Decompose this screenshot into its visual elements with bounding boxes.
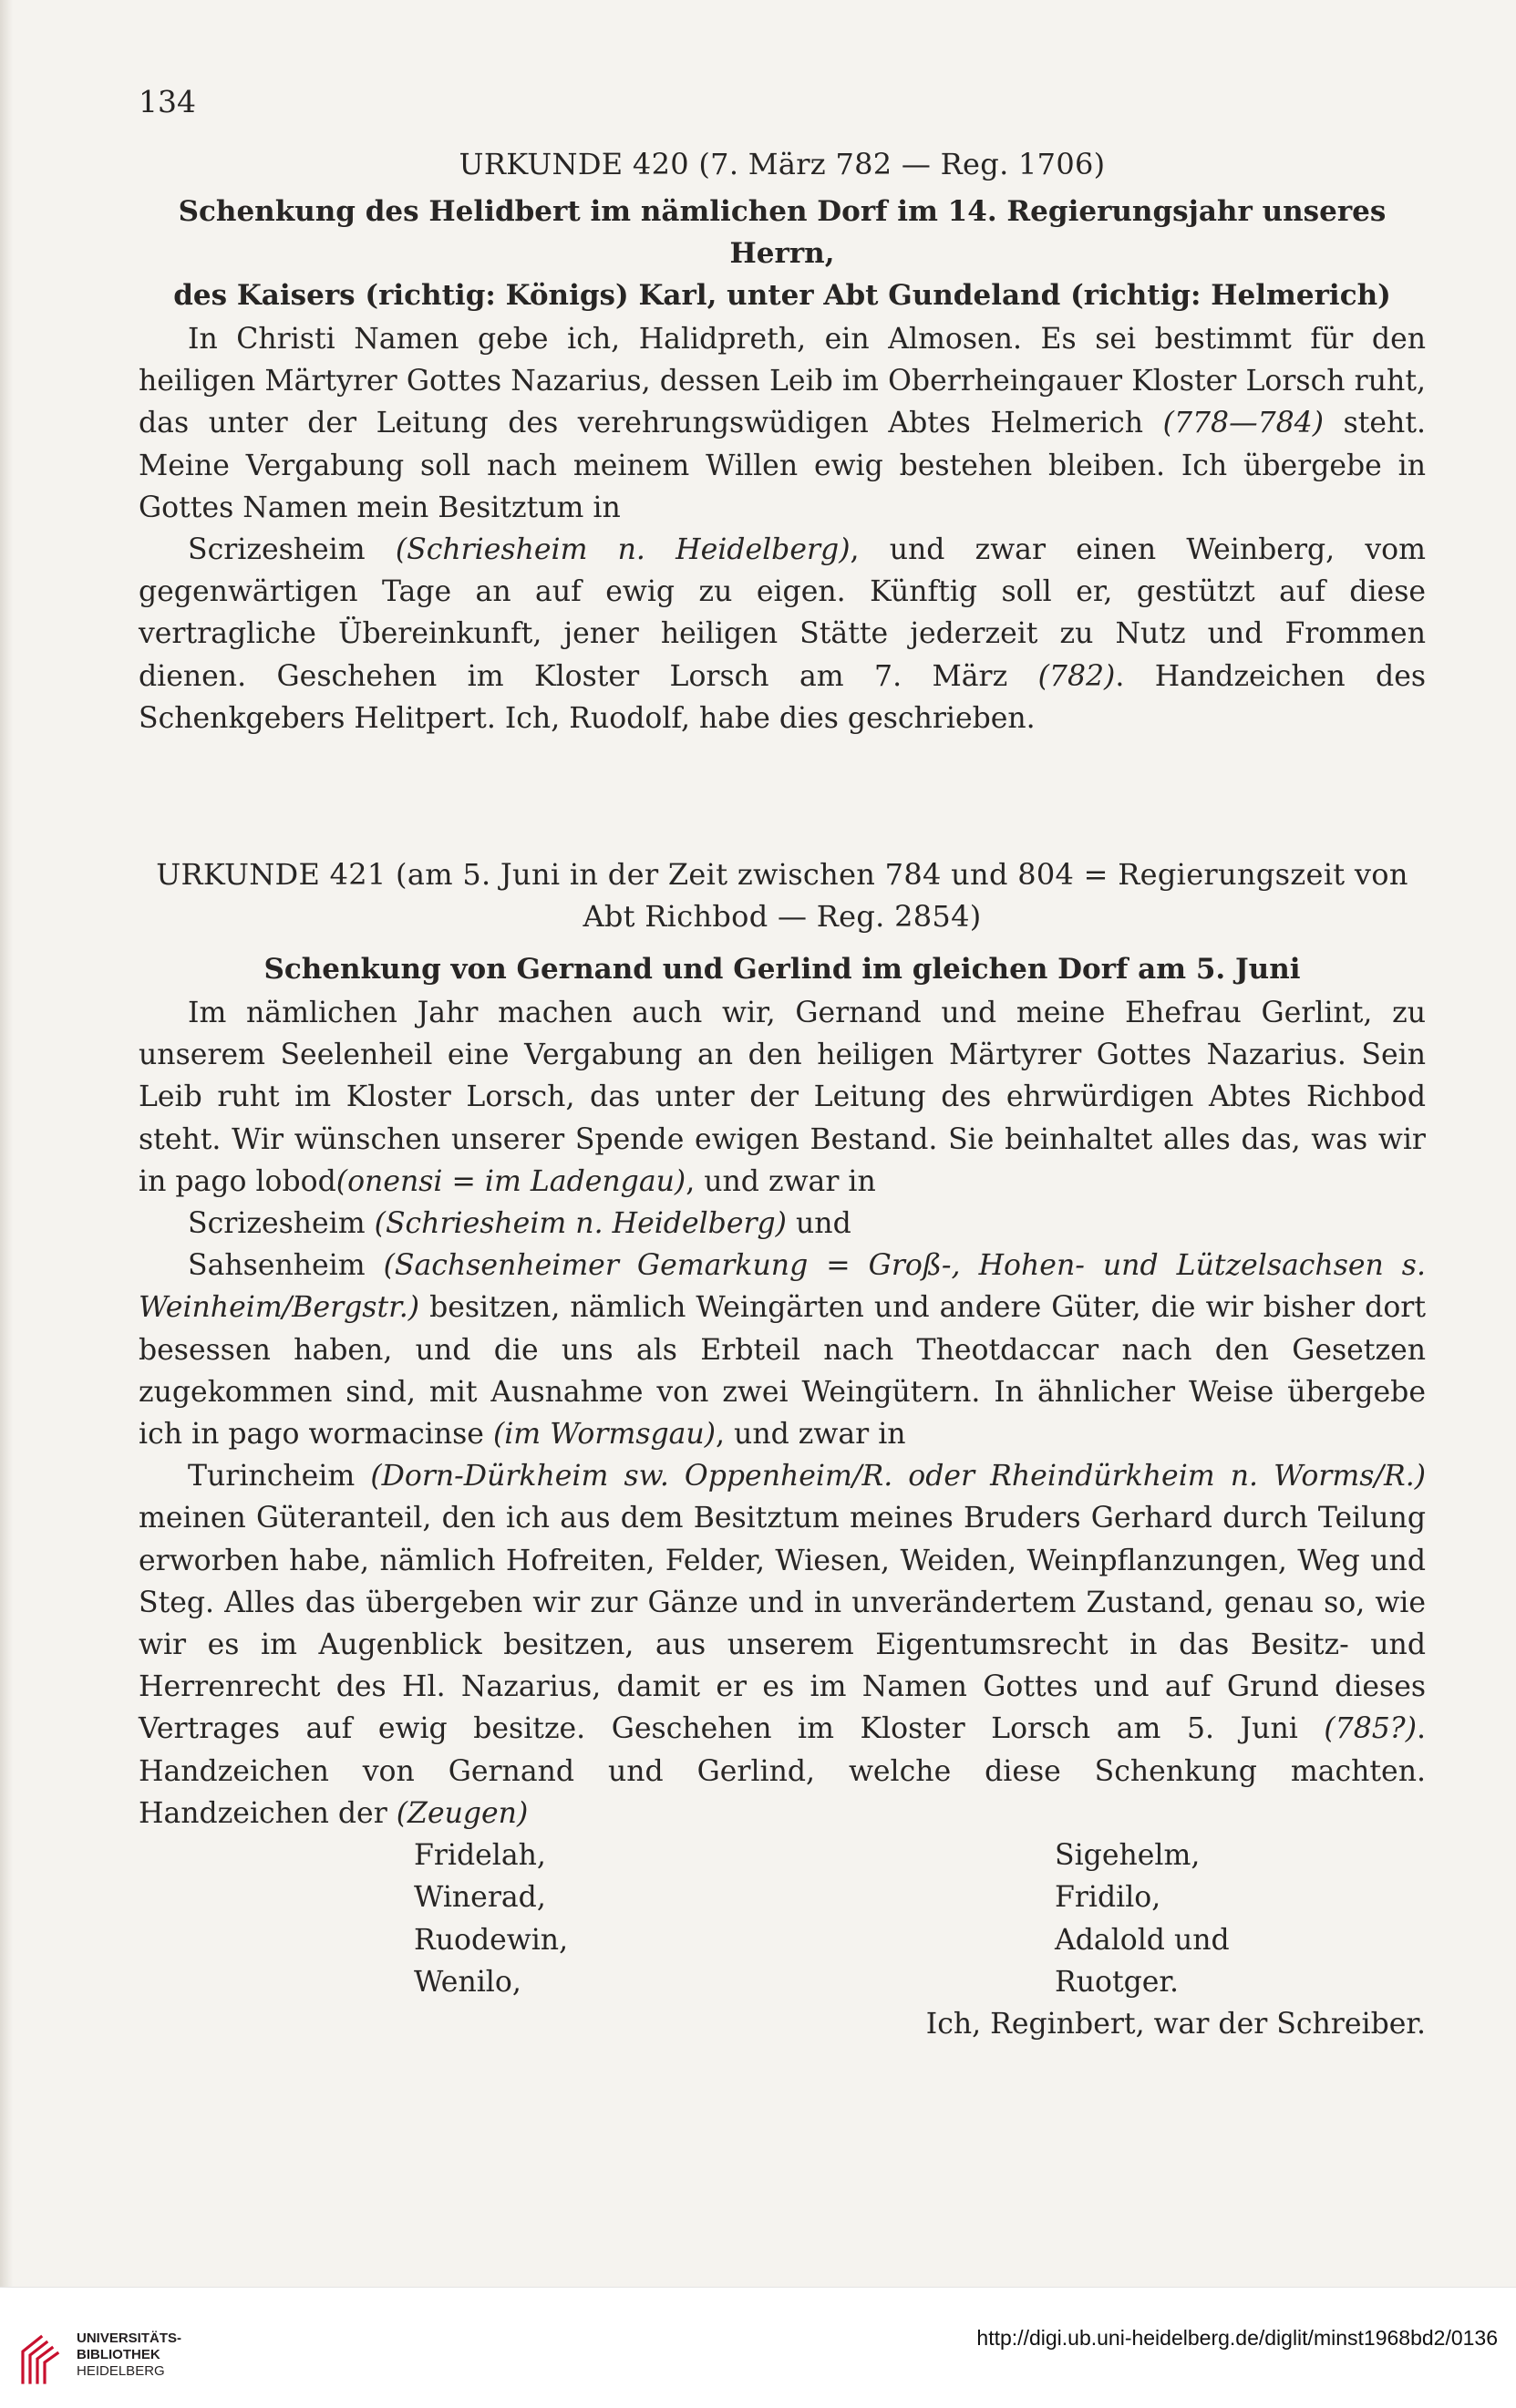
text-run: und xyxy=(786,1207,851,1241)
title-line: Schenkung des Helidbert im nämlichen Dorf im 14. Regierungsjahr unseres Herrn, xyxy=(178,195,1387,270)
permalink-url[interactable]: http://digi.ub.uni-heidelberg.de/diglit/minst1968bd2/0136 xyxy=(976,2326,1498,2350)
library-name-line: HEIDELBERG xyxy=(77,2363,165,2379)
scribe-line: Ich, Reginbert, war der Schreiber. xyxy=(925,2007,1426,2041)
witness-name: Ruodewin, xyxy=(414,1923,569,1957)
urkunde-420-heading: URKUNDE 420 (7. März 782 — Reg. 1706) xyxy=(459,147,1106,181)
italic-run: (onensi = im Ladengau) xyxy=(335,1164,686,1198)
italic-run: (Schriesheim n. Heidelberg) xyxy=(374,1207,787,1241)
urkunde-421-paragraph xyxy=(139,1203,1426,1245)
title-line: des Kaisers (richtig: Königs) Karl, unter Abt Gundeland (richtig: Helmerich) xyxy=(173,279,1391,312)
text-run: steht. Meine Vergabung soll nach meinem Willen ewig bestehen bleiben. Ich übergebe in Gottes Namen mein Besitztum in xyxy=(139,407,1427,524)
urkunde-421-paragraph xyxy=(139,1245,1426,1455)
witness-name: Fridelah, xyxy=(414,1839,546,1873)
urkunde-421-paragraph xyxy=(139,1455,1426,1834)
text-run: In Christi Namen gebe ich, Halidpreth, ein Almosen. Es sei bestimmt für den heiligen Märtyrer Gottes Nazarius, dessen Leib im Oberrheingauer Kloster Lorsch ruht, das unter der Leitung des verehrungswüdigen Abtes Helmerich xyxy=(139,323,1426,440)
italic-run: (Dorn-Dürkheim sw. Oppenheim/R. oder Rheindürkheim n. Worms/R.) xyxy=(370,1460,1427,1493)
library-name xyxy=(77,2330,181,2380)
witness-name: Ruotger. xyxy=(1055,1965,1180,1999)
viewer-footer xyxy=(0,2287,1516,2408)
urkunde-420-title xyxy=(139,191,1426,316)
italic-run: (Schriesheim n. Heidelberg) xyxy=(395,533,851,567)
urkunde-421-title: Schenkung von Gernand und Gerlind im gleichen Dorf am 5. Juni xyxy=(263,953,1301,987)
witness-name: Adalold und xyxy=(1055,1923,1230,1957)
library-name-line: UNIVERSITÄTS- xyxy=(77,2330,182,2346)
text-run: Sahsenheim xyxy=(188,1249,384,1283)
text-run: Im nämlichen Jahr machen auch wir, Gernand und meine Ehefrau Gerlint, zu unserem Seelenheil eine Vergabung an den heiligen Märtyrer Gottes Nazarius. Sein Leib ruht im Kloster Lorsch, das unter der Leitung des ehrwürdigen Abtes Richbod steht. Wir wünschen unserer Spende ewigen Bestand. Sie beinhaltet alles das, was wir in pago lobod xyxy=(139,997,1426,1198)
text-run: , und zwar einen Weinberg, vom gegenwärtigen Tage an auf ewig zu eigen. Künftig soll er, gestützt auf diese vertragliche Übereinkunft, jener heiligen Stätte jederzeit zu Nutz und Frommen dienen. Geschehen im Kloster Lorsch am 7. März xyxy=(139,533,1426,693)
text-run: Scrizesheim xyxy=(188,1207,375,1241)
urkunde-420-paragraph xyxy=(139,529,1426,739)
section-gap xyxy=(139,739,1426,853)
page-number: 134 xyxy=(139,84,196,119)
text-run: , und zwar in xyxy=(716,1418,906,1452)
text-run: Turincheim xyxy=(188,1460,371,1493)
text-run: . Handzeichen von Gernand und Gerlind, welche diese Schenkung machten. Handzeichen der xyxy=(139,1712,1426,1830)
text-run: meinen Güteranteil, den ich aus dem Besitztum meines Bruders Gerhard durch Teilung erworben habe, nämlich Hofreiten, Felder, Wiesen, Weiden, Weinpflanzungen, Weg und Steg. Alles das übergeben wir zur Gänze und in unverändertem Zustand, genau so, wie wir es im Augenblick besitzen, aus unserem Eigentumsrecht in das Besitz- und Herrenrecht des Hl. Nazarius, damit er es im Namen Gottes und auf Grund dieses Vertrages auf ewig besitze. Geschehen im Kloster Lorsch am 5. Juni xyxy=(139,1502,1426,1746)
witness-name: Sigehelm, xyxy=(1055,1839,1201,1873)
urkunde-420-paragraph xyxy=(139,318,1426,529)
library-logo-icon xyxy=(18,2330,64,2388)
library-name-line: BIBLIOTHEK xyxy=(77,2347,160,2362)
urkunde-421-heading: URKUNDE 421 (am 5. Juni in der Zeit zwischen 784 und 804 = Regierungszeit von Abt Richbod — Reg. 2854) xyxy=(156,857,1408,935)
page-body xyxy=(139,84,1426,2045)
urkunde-421-paragraph xyxy=(139,992,1426,1203)
witness-name: Winerad, xyxy=(414,1881,546,1915)
italic-run: (778—784) xyxy=(1162,407,1324,440)
witness-list xyxy=(139,1834,1426,2003)
italic-run: (Zeugen) xyxy=(396,1796,529,1830)
text-run: Scrizesheim xyxy=(188,533,396,567)
witness-name: Fridilo, xyxy=(1055,1881,1161,1915)
page-edge-shadow xyxy=(0,0,13,2287)
italic-run: (im Wormsgau) xyxy=(492,1418,717,1452)
italic-run: (Sachsenheimer Gemarkung = Groß-, Hohen- und Lützelsachsen s. Weinheim/Bergstr.) xyxy=(139,1249,1426,1325)
italic-run: (785?) xyxy=(1324,1712,1417,1746)
text-run: . Handzeichen des Schenkgebers Helitpert. Ich, Ruodolf, habe dies geschrieben. xyxy=(139,659,1427,735)
text-run: besitzen, nämlich Weingärten und andere Güter, die wir bisher dort besessen haben, und die uns als Erbteil nach Theotdaccar nach den Gesetzen zugekommen sind, mit Ausnahme von zwei Weingütern. In ähnlicher Weise übergebe ich in pago wormacinse xyxy=(139,1291,1426,1452)
text-run: , und zwar in xyxy=(686,1164,876,1198)
witness-name: Wenilo, xyxy=(414,1965,521,1999)
italic-run: (782) xyxy=(1037,659,1116,693)
